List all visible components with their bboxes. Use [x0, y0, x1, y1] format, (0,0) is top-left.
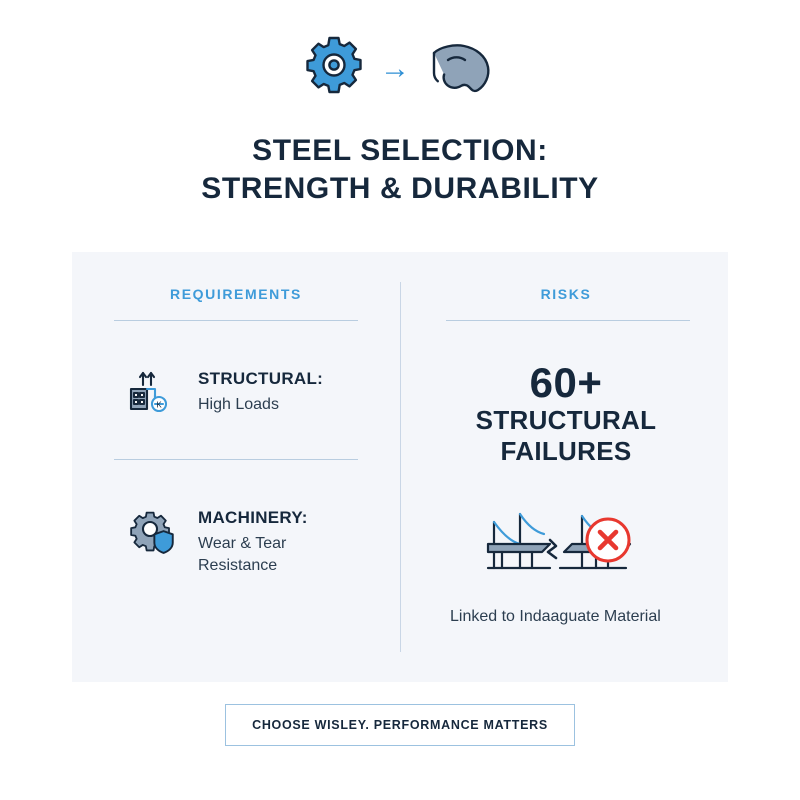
arrow-right-icon: →	[380, 52, 410, 85]
svg-text:K: K	[156, 400, 162, 410]
tagline-badge: CHOOSE WISLEY. PERFORMANCE MATTERS	[225, 704, 575, 746]
requirements-column	[72, 252, 400, 682]
broken-bridge-error-icon	[446, 496, 686, 582]
content-panel	[72, 252, 728, 682]
page-title	[0, 132, 800, 209]
risk-note: Linked to Indaaguate Material	[450, 608, 661, 626]
hero-icons	[0, 0, 800, 92]
requirements-heading-rule	[114, 320, 358, 321]
requirement-subtitle: Wear & Tear Resistance	[198, 535, 287, 574]
risk-stat-label-line2: FAILURES	[500, 435, 632, 466]
title-line-1: STEEL SELECTION:	[252, 134, 548, 167]
risk-stat-number: 60+	[529, 359, 603, 406]
risks-column	[400, 252, 728, 682]
risks-heading-rule	[446, 320, 690, 321]
title-line-2: STRENGTH & DURABILITY	[201, 172, 599, 206]
requirement-title: MACHINERY:	[198, 508, 308, 527]
requirements-item-divider	[114, 459, 358, 460]
error-badge	[587, 519, 629, 561]
requirements-heading: REQUIREMENTS	[170, 286, 302, 302]
requirement-title: STRUCTURAL:	[198, 369, 324, 388]
gear-icon	[302, 33, 366, 102]
building-load-icon	[126, 365, 180, 419]
requirement-item-structural	[114, 365, 358, 419]
footer	[0, 704, 800, 746]
flexed-biceps-icon	[424, 33, 498, 102]
risk-statistic	[446, 361, 686, 466]
requirement-item-machinery	[114, 504, 358, 576]
risk-stat-label-line1: STRUCTURAL	[475, 405, 657, 436]
gear-shield-icon	[126, 504, 180, 558]
risks-heading: RISKS	[540, 286, 592, 302]
requirement-subtitle: High Loads	[198, 396, 279, 413]
